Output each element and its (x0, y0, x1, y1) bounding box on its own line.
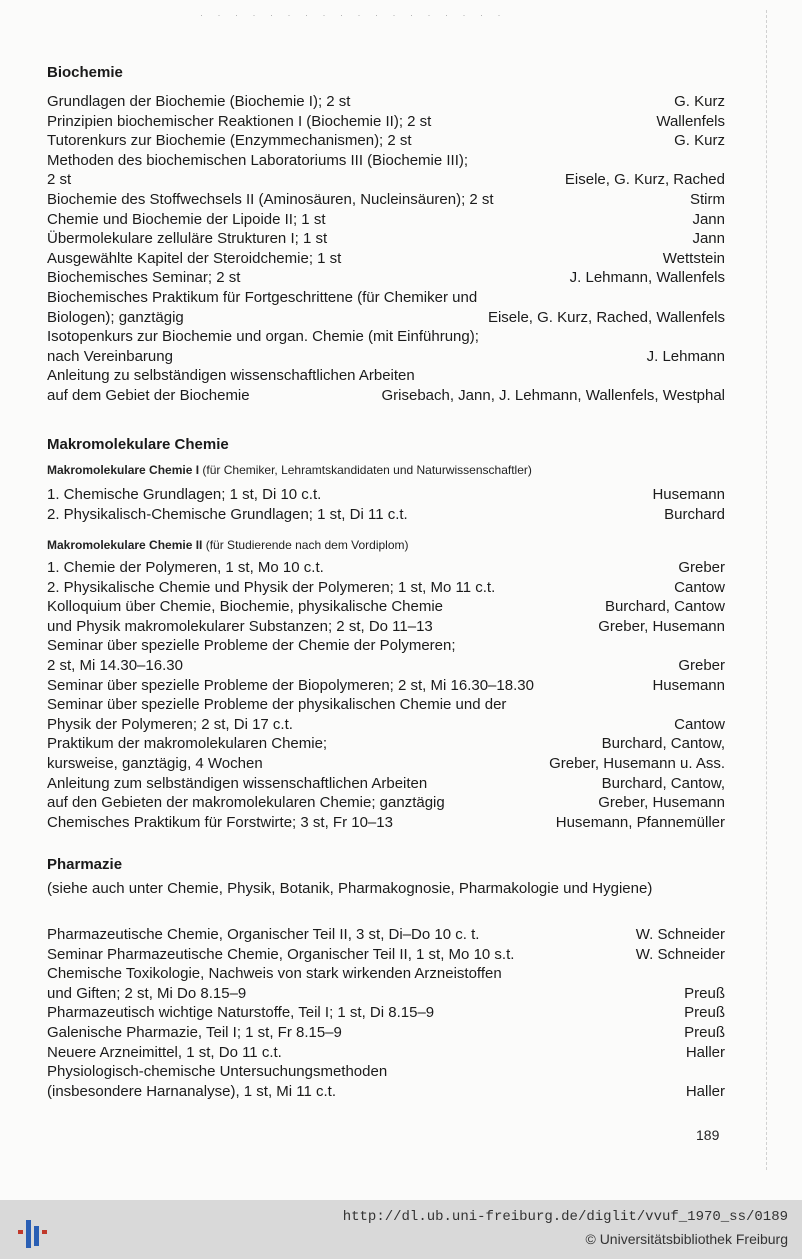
course-row (47, 1003, 725, 1023)
course-row (47, 656, 725, 676)
course-lecturer: Grisebach, Jann, J. Lehmann, Wallenfels, Westphal (381, 387, 725, 404)
course-title: Tutorenkurs zur Biochemie (Enzymmechanismen); 2 st (47, 132, 412, 150)
course-title: Grundlagen der Biochemie (Biochemie I); 2 st (47, 93, 351, 110)
course-lecturer: Burchard, Cantow, (601, 774, 725, 792)
course-lecturer: J. Lehmann (646, 347, 725, 365)
course-title: kursweise, ganztägig, 4 Wochen (47, 755, 263, 772)
course-row (47, 754, 725, 774)
course-title: Chemische Toxikologie, Nachweis von stark wirkenden Arzneistoffen (47, 965, 502, 983)
course-title: Kolloquium über Chemie, Biochemie, physikalische Chemie (47, 598, 444, 616)
course-row (47, 578, 725, 598)
course-title: Prinzipien biochemischer Reaktionen I (Biochemie II); 2 st (47, 112, 432, 130)
course-lecturer: Haller (685, 1043, 725, 1061)
footer-copyright: © Universitätsbibliothek Freiburg (585, 1231, 788, 1247)
course-row (47, 636, 725, 656)
logo-bar-tall (26, 1220, 31, 1248)
course-row (47, 485, 725, 505)
course-title: 2. Physikalische Chemie und Physik der Polymeren; 1 st, Mo 11 c.t. (47, 578, 496, 596)
course-title: Biochemisches Seminar; 2 st (47, 269, 241, 287)
course-lecturer: Husemann, Pfannemüller (555, 813, 725, 831)
course-title: Physik der Polymeren; 2 st, Di 17 c.t. (47, 715, 293, 733)
course-title: Übermolekulare zelluläre Strukturen I; 1 st (47, 230, 328, 248)
course-title: und Giften; 2 st, Mi Do 8.15–9 (47, 984, 247, 1002)
course-lecturer: Greber (678, 559, 725, 576)
subsection-title-makro-2-note: (für Studierende nach dem Vordiplom) (202, 538, 409, 552)
course-title: Methoden des biochemischen Laboratoriums III (Biochemie III); (47, 151, 469, 169)
course-title: Seminar über spezielle Probleme der Chemie der Polymeren; (47, 637, 456, 655)
course-title: (insbesondere Harnanalyse), 1 st, Mi 11 c.t. (47, 1082, 337, 1100)
course-row (47, 268, 725, 288)
course-title: Anleitung zu selbständigen wissenschaftlichen Arbeiten (47, 367, 415, 385)
course-lecturer: G. Kurz (674, 132, 725, 150)
course-lecturer: Preuß (684, 1024, 725, 1041)
ub-freiburg-logo-icon (14, 1212, 54, 1252)
course-lecturer: Husemann (652, 486, 725, 503)
course-lecturer: Greber (678, 657, 725, 674)
course-lecturer: J. Lehmann, Wallenfels (569, 269, 725, 287)
page-edge (766, 10, 769, 1170)
course-title: und Physik makromolekularer Substanzen; 2 st, Do 11–13 (47, 617, 433, 635)
course-row (47, 774, 725, 794)
course-lecturer: Wettstein (662, 249, 725, 267)
course-row (47, 170, 725, 190)
course-lecturer: Jann (692, 210, 725, 228)
course-row (47, 1043, 725, 1063)
page-number: 189 (696, 1127, 720, 1143)
course-title: Biochemie des Stoffwechsels II (Aminosäuren, Nucleinsäuren); 2 st (47, 191, 494, 208)
course-row (47, 695, 725, 715)
course-row (47, 813, 725, 833)
course-lecturer: Preuß (684, 1004, 725, 1022)
course-row (47, 945, 725, 965)
course-title: Chemie und Biochemie der Lipoide II; 1 st (47, 210, 326, 228)
course-title: Anleitung zum selbständigen wissenschaftlichen Arbeiten (47, 774, 428, 792)
course-lecturer: Eisele, G. Kurz, Rached, Wallenfels (487, 308, 725, 326)
course-title: auf dem Gebiet der Biochemie (47, 387, 250, 404)
course-row (47, 597, 725, 617)
course-title: Ausgewählte Kapitel der Steroidchemie; 1 st (47, 249, 342, 267)
course-lecturer: Burchard, Cantow (604, 598, 725, 616)
course-row (47, 288, 725, 308)
course-row (47, 386, 725, 406)
subsection-title-makro-1 (47, 463, 532, 477)
course-title: Seminar Pharmazeutische Chemie, Organischer Teil II, 1 st, Mo 10 s.t. (47, 945, 515, 963)
course-lecturer: Greber, Husemann (598, 617, 725, 635)
course-lecturer: W. Schneider (635, 945, 725, 963)
section-title-pharmazie: Pharmazie (47, 856, 123, 873)
course-lecturer: Haller (685, 1082, 725, 1100)
course-row (47, 793, 725, 813)
course-lecturer: Cantow (674, 578, 725, 596)
course-row (47, 190, 725, 210)
logo-bar-left (18, 1230, 23, 1234)
course-title: 2 st (47, 171, 72, 189)
course-row (47, 715, 725, 735)
course-title: nach Vereinbarung (47, 347, 173, 365)
scan-artifact: · · · · · · · · · · · · · · · · · · (200, 10, 507, 20)
course-row (47, 151, 725, 171)
course-row (47, 92, 725, 112)
course-row (47, 558, 725, 578)
course-row (47, 249, 725, 269)
course-row (47, 984, 725, 1004)
course-title: Seminar über spezielle Probleme der physikalischen Chemie und der (47, 696, 507, 714)
course-lecturer: G. Kurz (674, 93, 725, 110)
course-title: Biochemisches Praktikum für Fortgeschrittene (für Chemiker und (47, 289, 478, 306)
course-row (47, 1023, 725, 1043)
subsection-title-makro-2-bold: Makromolekulare Chemie II (47, 538, 203, 552)
course-row (47, 347, 725, 367)
course-row (47, 112, 725, 132)
course-row (47, 734, 725, 754)
course-lecturer: Burchard, Cantow, (601, 735, 725, 753)
course-title: Seminar über spezielle Probleme der Biopolymeren; 2 st, Mi 16.30–18.30 (47, 676, 534, 694)
course-title: Neuere Arzneimittel, 1 st, Do 11 c.t. (47, 1043, 282, 1061)
course-lecturer: W. Schneider (635, 926, 725, 943)
section-title-biochemie: Biochemie (47, 64, 123, 81)
pharmazie-note: (siehe auch unter Chemie, Physik, Botanik, Pharmakognosie, Pharmakologie und Hygiene) (47, 880, 653, 897)
course-title: 1. Chemische Grundlagen; 1 st, Di 10 c.t. (47, 486, 322, 503)
subsection-title-makro-1-note: (für Chemiker, Lehramtskandidaten und Naturwissenschaftler) (199, 463, 532, 477)
course-row (47, 229, 725, 249)
course-row (47, 505, 725, 525)
subsection-title-makro-1-bold: Makromolekulare Chemie I (47, 463, 200, 477)
course-lecturer: Greber, Husemann (598, 794, 725, 812)
course-lecturer: Burchard (664, 505, 725, 523)
course-row (47, 1082, 725, 1102)
course-row (47, 131, 725, 151)
course-lecturer: Jann (692, 230, 725, 248)
footer-url[interactable]: http://dl.ub.uni-freiburg.de/diglit/vvuf_1970_ss/0189 (342, 1209, 788, 1225)
course-row (47, 210, 725, 230)
course-row (47, 676, 725, 696)
course-title: Isotopenkurs zur Biochemie und organ. Chemie (mit Einführung); (47, 328, 479, 346)
course-row (47, 366, 725, 386)
course-row (47, 1062, 725, 1082)
course-title: Pharmazeutische Chemie, Organischer Teil II, 3 st, Di–Do 10 c. t. (47, 926, 480, 943)
course-row (47, 308, 725, 328)
course-lecturer: Husemann (652, 676, 725, 694)
course-lecturer: Greber, Husemann u. Ass. (549, 755, 725, 772)
course-lecturer: Cantow (674, 715, 725, 733)
course-title: Galenische Pharmazie, Teil I; 1 st, Fr 8.15–9 (47, 1024, 342, 1041)
course-title: 1. Chemie der Polymeren, 1 st, Mo 10 c.t. (47, 559, 324, 576)
course-row (47, 925, 725, 945)
course-row (47, 327, 725, 347)
course-row (47, 617, 725, 637)
course-title: 2. Physikalisch-Chemische Grundlagen; 1 st, Di 11 c.t. (47, 505, 408, 523)
course-title: auf den Gebieten der makromolekularen Chemie; ganztägig (47, 794, 445, 812)
course-title: 2 st, Mi 14.30–16.30 (47, 657, 183, 674)
section-title-makromolekulare-chemie: Makromolekulare Chemie (47, 436, 229, 453)
course-title: Chemisches Praktikum für Forstwirte; 3 st, Fr 10–13 (47, 813, 393, 831)
course-lecturer: Preuß (684, 984, 725, 1002)
course-title: Physiologisch-chemische Untersuchungsmethoden (47, 1063, 388, 1081)
course-row (47, 964, 725, 984)
course-title: Biologen); ganztägig (47, 308, 184, 326)
logo-bar-mid (34, 1226, 39, 1246)
course-lecturer: Wallenfels (656, 112, 725, 130)
course-title: Pharmazeutisch wichtige Naturstoffe, Teil I; 1 st, Di 8.15–9 (47, 1004, 435, 1022)
course-title: Praktikum der makromolekularen Chemie; (47, 735, 328, 753)
course-lecturer: Stirm (690, 191, 725, 208)
course-lecturer: Eisele, G. Kurz, Rached (564, 171, 725, 189)
subsection-title-makro-2 (47, 538, 409, 552)
footer-bar (0, 1200, 802, 1259)
logo-bar-right (42, 1230, 47, 1234)
